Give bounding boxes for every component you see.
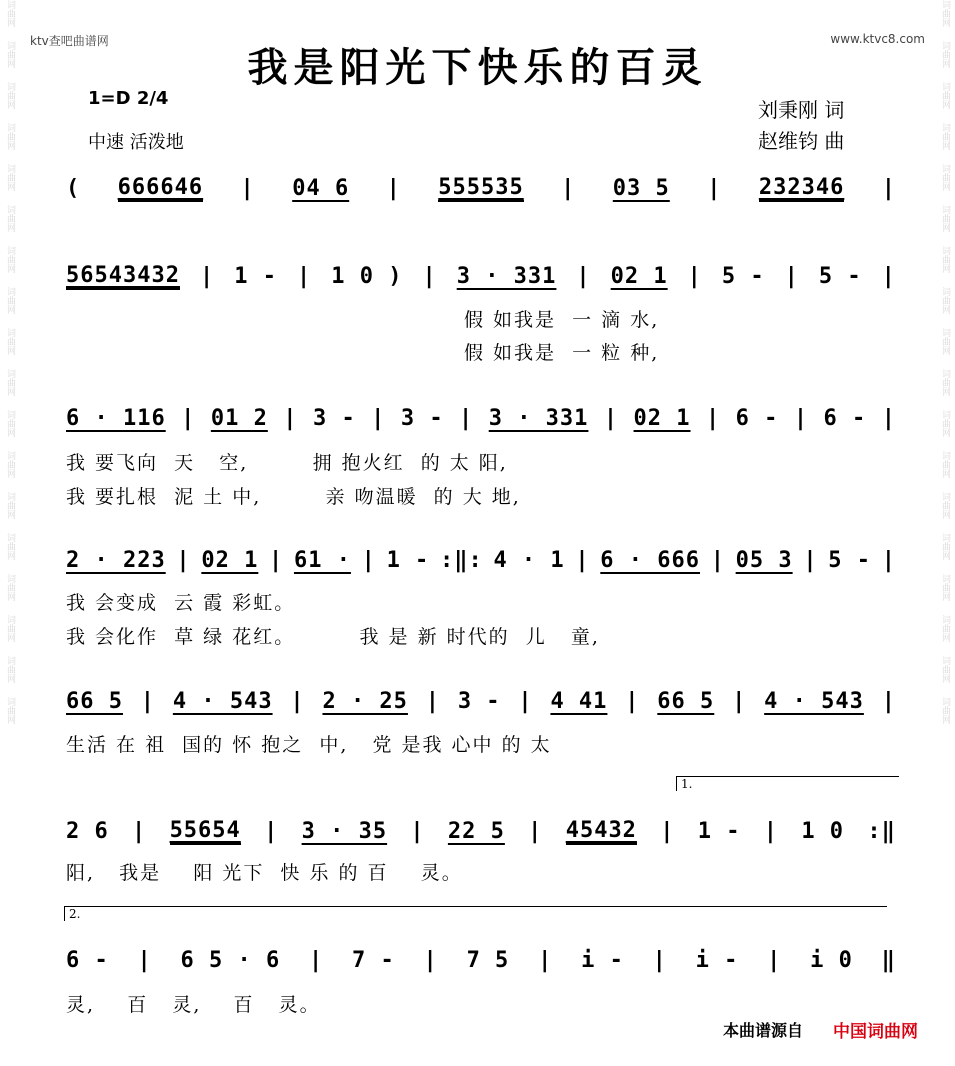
bar-line: :‖ (867, 818, 896, 844)
side-watermark-text: 词曲网 (940, 0, 950, 27)
note-group: 6 · 116 (66, 405, 166, 431)
side-watermark-text: 词曲网 (940, 41, 950, 68)
side-watermark-text: 词曲网 (940, 369, 950, 396)
bar-line: | (705, 405, 721, 431)
bar-line: | (881, 263, 896, 289)
tempo-marking: 中速 活泼地 (88, 132, 184, 153)
note-group: 6 - (735, 405, 779, 431)
bar-line: | (767, 947, 782, 973)
bar-line: | (410, 818, 425, 844)
side-watermark-text: 词曲网 (940, 246, 950, 273)
note-group: 6 - (823, 405, 867, 431)
note-group: 02 1 (201, 547, 259, 573)
score-row-2 (66, 256, 896, 296)
bar-line: | (707, 175, 722, 201)
note-group: 01 2 (210, 405, 268, 431)
note-group: 3 - (400, 405, 444, 431)
bar-line: | (309, 947, 324, 973)
bar-line: | (625, 688, 640, 714)
note-group: i 0 (810, 947, 853, 973)
left-watermark-strip (0, 0, 20, 1066)
bar-line: | (296, 263, 312, 289)
side-watermark-text: 词曲网 (5, 369, 15, 396)
bar-line: | (575, 547, 590, 573)
note-group: 3 · 331 (488, 405, 589, 431)
note-group: i - (695, 947, 739, 973)
note-group: 3 · 331 (456, 263, 557, 289)
bar-line: | (176, 547, 191, 573)
key-signature: 1=D 2/4 (88, 88, 169, 109)
note-tokens (66, 811, 896, 851)
lyric-row-2-verse-1: 假 如我是 一 滴 水, (464, 309, 660, 331)
side-watermark-text: 词曲网 (940, 287, 950, 314)
side-watermark-text: 词曲网 (5, 123, 15, 150)
lyric-row-7: 灵, 百 灵, 百 灵。 (66, 994, 321, 1016)
bar-line: | (137, 947, 152, 973)
lyricist-credit: 刘秉刚 词 (758, 98, 845, 122)
bar-line: | (240, 175, 255, 201)
side-watermark-text: 词曲网 (940, 697, 950, 724)
side-watermark-text: 词曲网 (5, 697, 15, 724)
side-watermark-text: 词曲网 (5, 656, 15, 683)
note-tokens (66, 940, 896, 980)
side-watermark-text: 词曲网 (5, 0, 15, 27)
bar-line: | (181, 405, 196, 431)
bar-line: ‖ (881, 947, 896, 973)
note-group: 03 5 (612, 175, 670, 201)
side-watermark-text: 词曲网 (940, 123, 950, 150)
bar-line: | (603, 405, 619, 431)
source-label: 本曲谱源自 (723, 1021, 804, 1040)
note-group: 4 41 (550, 688, 608, 714)
bar-line: | (881, 175, 896, 201)
side-watermark-text: 词曲网 (940, 410, 950, 437)
composer-credit: 赵维钧 曲 (758, 129, 845, 153)
bar-line: | (269, 547, 284, 573)
note-group: 4 · 1 (493, 547, 565, 573)
score-row-3 (66, 398, 896, 438)
note-group: 1 - (697, 818, 741, 844)
lyric-row-5: 生活 在 祖 国的 怀 抱之 中, 党 是我 心中 的 太 (66, 734, 552, 756)
bar-line: | (422, 263, 437, 289)
bar-line: | (518, 688, 533, 714)
score-row-1 (66, 168, 896, 208)
note-tokens (66, 398, 896, 438)
note-group: 3 - (457, 688, 501, 714)
side-watermark-text: 词曲网 (5, 82, 15, 109)
bar-line: | (423, 947, 438, 973)
bar-line: | (538, 947, 553, 973)
side-watermark-text: 词曲网 (5, 41, 15, 68)
note-group: 04 6 (292, 175, 350, 201)
note-group: 6 - (66, 947, 109, 973)
note-group: 6 · 666 (600, 547, 701, 573)
side-watermark-text: 词曲网 (940, 533, 950, 560)
bar-line: | (561, 175, 576, 201)
side-watermark-text: 词曲网 (940, 82, 950, 109)
note-group: 02 1 (610, 263, 668, 289)
side-watermark-text: 词曲网 (5, 533, 15, 560)
score-row-5 (66, 681, 896, 721)
bar-line: | (576, 263, 591, 289)
side-watermark-text: 词曲网 (940, 205, 950, 232)
note-tokens (66, 168, 896, 208)
lyric-row-3-verse-1: 我 要飞向 天 空, 拥 抱火红 的 太 阳, (66, 452, 508, 474)
note-group: 4 · 543 (764, 688, 864, 714)
second-ending-bracket: 2. (64, 906, 887, 921)
watermark-site-right: www.ktvc8.com (830, 32, 925, 46)
bar-line: | (881, 688, 896, 714)
note-group: 6 5 · 6 (180, 947, 281, 973)
bar-line: | (763, 818, 779, 844)
side-watermark-text: 词曲网 (5, 492, 15, 519)
side-watermark-text: 词曲网 (940, 492, 950, 519)
note-group: 02 1 (633, 405, 691, 431)
song-title: 我是阳光下快乐的百灵 (247, 45, 708, 91)
note-group: 56543432 (66, 262, 180, 288)
bar-line: | (386, 175, 401, 201)
note-group: 45432 (565, 817, 637, 843)
side-watermark-text: 词曲网 (5, 205, 15, 232)
note-group: 3 - (312, 405, 356, 431)
bar-line: | (371, 405, 386, 431)
side-watermark-text: 词曲网 (940, 656, 950, 683)
first-ending-bracket: 1. (676, 776, 899, 791)
note-group: 232346 (758, 174, 845, 200)
lyric-row-6: 阳, 我是 阳 光下 快 乐 的 百 灵。 (66, 862, 463, 884)
lyric-row-3-verse-2: 我 要扎根 泥 土 中, 亲 吻温暖 的 大 地, (66, 486, 521, 508)
bar-line: | (803, 547, 818, 573)
bar-line: | (881, 547, 896, 573)
note-group: 22 5 (447, 818, 505, 844)
lyric-row-4-verse-2: 我 会化作 草 绿 花红。 我 是 新 时代的 儿 童, (66, 626, 600, 648)
side-watermark-text: 词曲网 (940, 451, 950, 478)
side-watermark-text: 词曲网 (940, 615, 950, 642)
side-watermark-text: 词曲网 (5, 615, 15, 642)
note-group: 66 5 (657, 688, 715, 714)
note-group: 7 - (352, 947, 395, 973)
note-group: 1 0 ) (331, 263, 403, 289)
bar-line: | (732, 688, 747, 714)
note-group: 05 3 (735, 547, 793, 573)
side-watermark-text: 词曲网 (5, 246, 15, 273)
bar-line: | (264, 818, 279, 844)
bar-line: | (361, 547, 376, 573)
side-watermark-text: 词曲网 (5, 574, 15, 601)
watermark-site-left: ktv查吧曲谱网 (30, 34, 109, 48)
bar-line: | (710, 547, 725, 573)
note-group: 2 · 25 (322, 688, 408, 714)
bar-line: | (290, 688, 305, 714)
bar-line: | (660, 818, 675, 844)
lyric-row-4-verse-1: 我 会变成 云 霞 彩虹。 (66, 592, 296, 614)
note-group: 5 - (721, 263, 765, 289)
bar-line: | (199, 263, 215, 289)
note-tokens (66, 540, 896, 580)
side-watermark-text: 词曲网 (5, 287, 15, 314)
right-watermark-strip (935, 0, 955, 1066)
bar-line: | (784, 263, 799, 289)
note-group: 1 0 (801, 818, 845, 844)
bar-line: | (140, 688, 156, 714)
bar-line: | (881, 405, 896, 431)
source-site-link[interactable]: 中国词曲网 (833, 1022, 918, 1042)
side-watermark-text: 词曲网 (5, 164, 15, 191)
bar-line: | (132, 818, 147, 844)
note-group: 1 - (234, 263, 277, 289)
note-group: 3 · 35 (301, 818, 388, 844)
note-group: 66 5 (66, 688, 123, 714)
note-tokens (66, 256, 896, 296)
note-group: 2 6 (66, 818, 109, 844)
side-watermark-text: 词曲网 (940, 164, 950, 191)
note-group: 5 - (828, 547, 871, 573)
note-group: 1 - (386, 547, 430, 573)
bar-line: :‖: (440, 547, 483, 573)
side-watermark-text: 词曲网 (5, 451, 15, 478)
bar-line: | (687, 263, 702, 289)
lyric-row-2-verse-2: 假 如我是 一 粒 种, (464, 342, 660, 364)
bar-line: | (528, 818, 543, 844)
note-group: ( (66, 175, 81, 201)
bar-line: | (793, 405, 809, 431)
note-group: 55654 (169, 817, 241, 843)
note-group: 2 · 223 (66, 547, 166, 573)
note-group: 61 · (293, 547, 351, 573)
bar-line: | (459, 405, 474, 431)
note-group: 7 5 (466, 947, 510, 973)
note-group: 555535 (438, 174, 524, 200)
side-watermark-text: 词曲网 (5, 328, 15, 355)
note-group: 5 - (818, 263, 862, 289)
note-tokens (66, 681, 896, 721)
side-watermark-text: 词曲网 (940, 574, 950, 601)
bar-line: | (425, 688, 440, 714)
side-watermark-text: 词曲网 (5, 410, 15, 437)
score-row-6 (66, 811, 896, 851)
note-group: 666646 (117, 174, 204, 200)
note-group: i - (581, 947, 624, 973)
note-group: 4 · 543 (172, 688, 273, 714)
score-row-4 (66, 540, 896, 580)
bar-line: | (283, 405, 298, 431)
side-watermark-text: 词曲网 (940, 328, 950, 355)
score-row-7 (66, 940, 896, 980)
bar-line: | (652, 947, 667, 973)
